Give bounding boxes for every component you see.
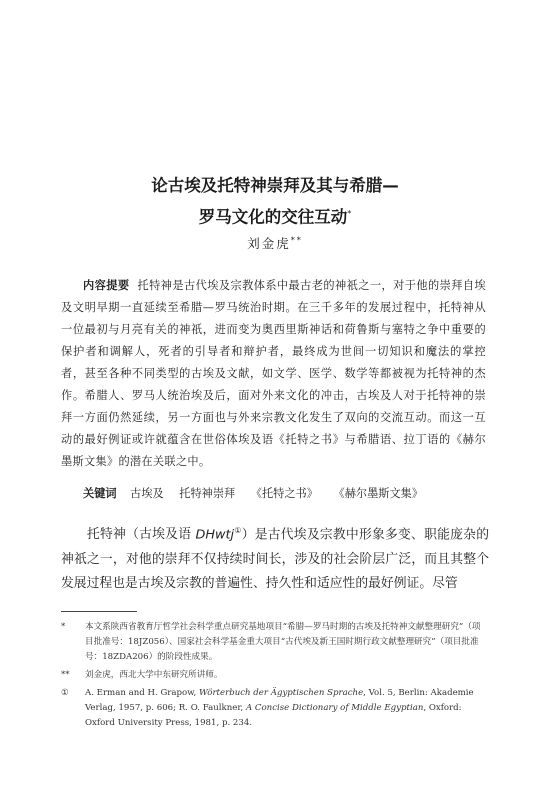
abstract-label: 内容提要 bbox=[83, 279, 130, 292]
footnote-mark: ** bbox=[61, 670, 70, 680]
abstract bbox=[61, 275, 486, 473]
keyword-item: 《托特之书》 bbox=[250, 487, 318, 500]
title-line-1: 论古埃及托特神崇拜及其与希腊— bbox=[151, 176, 399, 195]
footnote-text: 本文系陕西省教育厅哲学社会科学重点研究基地项目“希腊—罗马时期的古埃及托特神文献整理研究”（项目批准号：18JZ056）、国家社会科学基金重大项目“古代埃及新王国时期行政文献整理研究”（项目批准号：18ZDA206）的阶段性成果。 bbox=[85, 622, 481, 662]
author-footnote-mark: ** bbox=[290, 235, 303, 245]
keyword-item: 古埃及 bbox=[130, 487, 164, 500]
keyword-item: 托特神崇拜 bbox=[179, 487, 236, 500]
author-line bbox=[0, 234, 550, 252]
article-title bbox=[0, 172, 550, 232]
body-paragraph bbox=[61, 519, 489, 597]
footnote-item bbox=[61, 686, 489, 731]
egyptian-term: DHwtj bbox=[195, 527, 235, 543]
keyword-item: 《赫尔墨斯文集》 bbox=[333, 487, 424, 500]
citation-part: A. Erman and H. Grapow, bbox=[85, 688, 200, 698]
citation-part: , Vol. 5, Berlin: Akademie Verlag, 1957, p. 606; R. O. Faulkner, bbox=[85, 688, 474, 713]
keywords bbox=[83, 484, 483, 504]
keywords-label: 关键词 bbox=[83, 487, 117, 500]
author-name: 刘金虎 bbox=[247, 236, 291, 251]
footnote-mark: ① bbox=[61, 688, 69, 698]
footnote-divider bbox=[61, 611, 137, 612]
title-line-2-text: 罗马文化的交往互动 bbox=[198, 207, 348, 227]
footnote-item bbox=[61, 668, 489, 683]
citation-title: A Concise Dictionary of Middle Egyptian bbox=[245, 703, 424, 713]
footnote-text bbox=[85, 686, 489, 731]
footnote-text: 刘金虎，西北大学中东研究所讲师。 bbox=[85, 670, 223, 680]
footnote-ref: ① bbox=[234, 526, 242, 535]
citation-title: Wörterbuch der Ägyptischen Sprache bbox=[199, 688, 364, 698]
footnote-mark: * bbox=[61, 622, 66, 632]
body-text-start: 托特神（古埃及语 bbox=[87, 527, 196, 543]
body-text-rest: ）是古代埃及宗教中形象多变、职能庞杂的神祇之一，对他的崇拜不仅持续时间长，涉及的社会阶层广泛，而且其整个发展过程也是古埃及宗教的普遍性、持久性和适应性的最好例证。尽管 bbox=[61, 527, 489, 592]
abstract-text: 托特神是古代埃及宗教体系中最古老的神祇之一，对于他的崇拜自埃及文明早期一直延续至希腊—罗马统治时期。在三千多年的发展过程中，托特神从一位最初与月亮有关的神祇，进而变为奥西里斯神话和荷鲁斯与塞特之争中重要的保护者和调解人，死者的引导者和辩护者，最终成为世间一切知识和魔法的掌控者，甚至各种不同类型的古埃及文献，如文学、医学、数学等都被视为托特神的杰作。希腊人、罗马人统治埃及后，面对外来文化的冲击，古埃及人对于托特神的崇拜一方面仍然延续，另一方面也与外来宗教文化发生了双向的交流互动。而这一互动的最好例证或许就蕴含在世俗体埃及语《托特之书》与希腊语、拉丁语的《赫尔墨斯文集》的潜在关联之中。 bbox=[61, 279, 486, 468]
title-footnote-mark: * bbox=[347, 209, 352, 218]
footnote-item bbox=[61, 620, 489, 665]
title-line-2 bbox=[0, 200, 550, 232]
citation-part: , Oxford: Oxford University Press, 1981, p. 234. bbox=[85, 703, 462, 728]
footnotes bbox=[61, 620, 489, 734]
